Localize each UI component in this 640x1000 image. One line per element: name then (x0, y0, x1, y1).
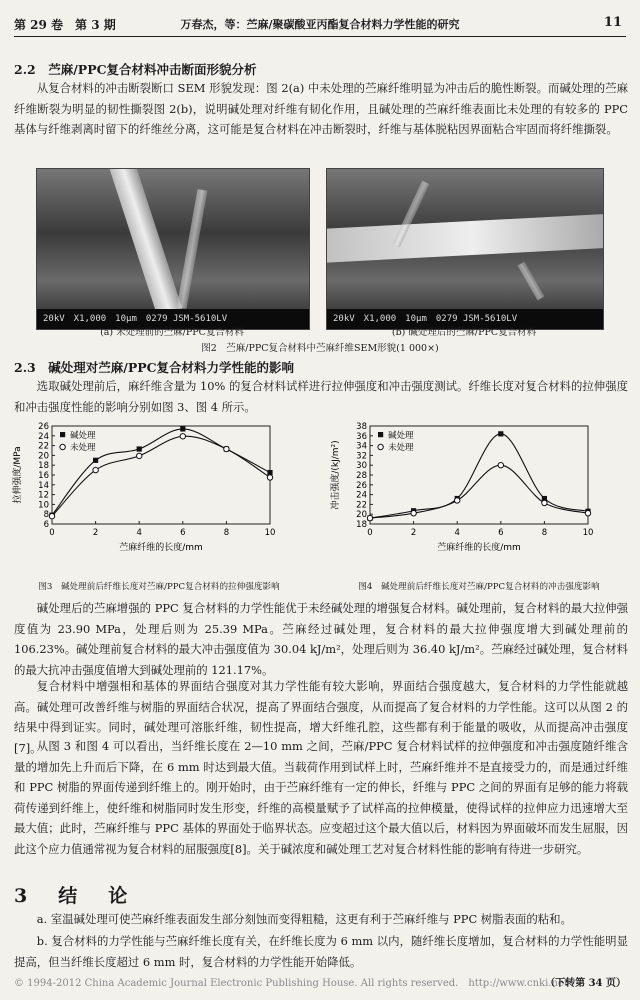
sem-image-untreated (36, 168, 310, 330)
y-tick-label: 18 (356, 520, 367, 530)
x-tick-label: 6 (180, 528, 186, 538)
x-axis-label: 苎麻纤维的长度/mm (119, 543, 203, 553)
x-tick-label: 6 (498, 528, 504, 538)
x-tick-label: 0 (49, 528, 55, 538)
figure-4-caption: 图4 碱处理前后纤维长度对苎麻/PPC复合材料的冲击强度影响 (358, 582, 600, 592)
y-axis-label: 冲击强度/(kJ/m²) (331, 440, 341, 510)
section-2-3-heading: 2.3 碱处理对苎麻/PPC复合材料力学性能的影响 (14, 360, 295, 375)
y-tick-label: 26 (38, 422, 49, 432)
x-tick-label: 10 (264, 528, 276, 538)
body-paragraph-3: 从图 3 和图 4 可以看出，当纤维长度在 2—10 mm 之间，苎麻/PPC 复合材料试样的拉伸强度和冲击强度随纤维含量的增加先上升而后下降，在 6 mm 时达到最大值。当载荷作用到试样上时，苎麻纤维并不是直接受力的，而是通过纤维和 PPC 树脂的界面传递到纤维上的。刚开始时，由于苎麻纤维有一定的伸长，纤维与 PPC 之间的界面有足够的能力将载荷传递到纤维上，使纤维和树脂同时发生形变，纤维的高模量赋予了试样高的拉伸模量，使得试样的拉伸应力迅速增大至最大值；此时，苎麻纤维与 PPC 基体的界面处于临界状态。应变超过这个最大值以后，材料因为界面破坏而发生屈服，因此这个应力值通常视为复合材料的屈服强度[8]。关于碱浓度和碱处理工艺对复合材料性能的影响有待进一步研究。 (14, 739, 628, 856)
y-tick-label: 20 (38, 451, 49, 462)
x-tick-label: 4 (136, 528, 142, 538)
legend-label-0: 碱处理 (388, 431, 414, 441)
footer (14, 974, 626, 990)
sem-scale-bar-a: 20kV X1,000 10μm 0279 JSM-5610LV (37, 309, 309, 329)
y-tick-label: 14 (38, 480, 49, 491)
y-tick-label: 38 (356, 422, 367, 432)
data-point-1 (455, 498, 460, 503)
copyright-notice: © 1994-2012 China Academic Journal Electronic Publishing House. All rights reserved. http://www.cnki.net (14, 978, 568, 989)
x-tick-label: 2 (92, 528, 99, 538)
y-tick-label: 24 (38, 431, 49, 442)
y-axis-label: 拉伸强度/MPa (13, 446, 23, 504)
y-tick-label: 22 (38, 441, 49, 452)
data-point-1 (498, 463, 503, 468)
data-point-0 (180, 426, 185, 431)
legend-marker-1 (60, 444, 65, 449)
y-tick-label: 32 (356, 451, 367, 462)
figure-2b-caption: (b) 碱处理后的苎麻/PPC复合材料 (391, 327, 537, 338)
series-line-1 (370, 465, 588, 518)
figure-3-tensile-chart (8, 416, 308, 578)
conclusion-item-a: a. 室温碱处理可使苎麻纤维表面发生部分刻蚀而变得粗糙，这更有利于苎麻纤维与 PPC 树脂表面的粘和。 (36, 912, 572, 926)
running-header (14, 12, 626, 37)
legend-marker-0 (60, 432, 65, 437)
section-2-2-paragraph: 从复合材料的冲击断裂断口 SEM 形貌发现：图 2(a) 中未处理的苎麻纤维明显为冲击后的脆性断裂。而碱处理的苎麻纤维断裂为明显的韧性撕裂图 2(b)，说明碱处理对纤维有韧化作用，且碱处理的苎麻纤维表面比未处理的有较多的 PPC 基体与纤维剥离时留下的纤维丝分离，这可能是复合材料在冲击断裂时，纤维与基体脱粘因界面粘合牢固而将纤维撕裂。 (14, 81, 628, 136)
legend-marker-0 (378, 432, 383, 437)
section-2-3-paragraph: 选取碱处理前后，麻纤维含量为 10% 的复合材料试样进行拉伸强度和冲击强度测试。纤维长度对复合材料的拉伸强度和冲击强度性能的影响分别如图 3、图 4 所示。 (14, 379, 628, 414)
volume-issue: 第 29 卷 第 3 期 (14, 18, 116, 32)
y-tick-label: 34 (356, 441, 367, 452)
figure-3-caption: 图3 碱处理前后纤维长度对苎麻/PPC复合材料的拉伸强度影响 (38, 582, 280, 592)
y-tick-label: 24 (356, 490, 367, 501)
legend-marker-1 (378, 444, 383, 449)
section-3-heading: 3 结 论 (14, 885, 134, 907)
sem-image-treated (326, 168, 604, 330)
y-tick-label: 28 (356, 471, 367, 481)
data-point-1 (367, 515, 372, 520)
data-point-1 (137, 453, 142, 458)
body-paragraph-1: 碱处理后的苎麻增强的 PPC 复合材料的力学性能优于未经碱处理的增强复合材料。碱处理前，复合材料的最大拉伸强度值为 23.90 MPa，处理后则为 25.39 MPa。苎麻经过碱处理，复合材料的最大拉伸强度增大到碱处理前的 106.23%。碱处理前复合材料的最大冲击强度值为 30.04 kJ/m²，处理后则为 36.40 kJ/m²。苎麻经过碱处理，复合材料的最大抗冲击强度值增大到碱处理前的 121.17%。 (14, 601, 628, 677)
data-point-1 (542, 500, 547, 505)
page-number: 11 (603, 15, 622, 30)
y-tick-label: 8 (43, 510, 49, 521)
y-tick-label: 36 (356, 431, 367, 442)
data-point-0 (137, 446, 142, 451)
data-point-0 (93, 458, 98, 463)
y-tick-label: 20 (356, 510, 367, 521)
data-point-1 (411, 511, 416, 516)
x-tick-label: 8 (541, 528, 548, 538)
x-tick-label: 8 (223, 528, 230, 538)
y-tick-label: 30 (356, 461, 367, 472)
x-tick-label: 4 (454, 528, 460, 538)
conclusion-item-b: b. 复合材料的力学性能与苎麻纤维长度有关，在纤维长度为 6 mm 以内，随纤维长度增加，复合材料的力学性能明显提高，但当纤维长度超过 6 mm 时，复合材料的力学性能开始降低。 (14, 934, 628, 969)
series-line-0 (52, 429, 270, 515)
y-tick-label: 10 (38, 500, 49, 511)
figure-2-caption: 图2 苎麻/PPC复合材料中苎麻纤维SEM形貌(1 000×) (201, 343, 439, 354)
y-tick-label: 22 (356, 500, 367, 511)
data-point-1 (93, 467, 98, 472)
legend-label-0: 碱处理 (70, 431, 96, 441)
x-tick-label: 10 (582, 528, 594, 538)
data-point-1 (585, 511, 590, 516)
section-2-2-heading: 2.2 苎麻/PPC复合材料冲击断面形貌分析 (14, 62, 257, 77)
x-axis-label: 苎麻纤维的长度/mm (437, 543, 521, 553)
figure-2a-caption: (a) 未处理前的苎麻/PPC复合材料 (100, 327, 244, 338)
continued-note: （下转第 34 页） (545, 978, 626, 989)
data-point-1 (180, 434, 185, 439)
y-tick-label: 6 (43, 520, 49, 530)
data-point-1 (49, 513, 54, 518)
x-tick-label: 0 (367, 528, 373, 538)
y-tick-label: 18 (38, 461, 49, 472)
data-point-1 (224, 446, 229, 451)
running-title: 万春杰，等：苎麻/聚碳酸亚丙酯复合材料力学性能的研究 (180, 18, 460, 31)
y-tick-label: 12 (38, 490, 49, 501)
y-tick-label: 26 (356, 480, 367, 491)
data-point-0 (498, 431, 503, 436)
figure-4-impact-chart (326, 416, 626, 578)
x-tick-label: 2 (410, 528, 417, 538)
data-point-1 (267, 475, 272, 480)
legend-label-1: 未处理 (70, 443, 96, 453)
legend-label-1: 未处理 (388, 443, 414, 453)
y-tick-label: 16 (38, 471, 49, 481)
sem-scale-bar-b: 20kV X1,000 10μm 0279 JSM-5610LV (327, 309, 603, 329)
body-paragraph-2: 复合材料中增强相和基体的界面结合强度对其力学性能有较大影响，界面结合强度越大，复合材料的力学性能就越高。碱处理可改善纤维与树脂的界面结合状况，提高了界面结合强度，从而提高了复合材料的力学性能。这可以从图 2 的结果中得到证实。同时，碱处理可溶胀纤维，韧性提高，增大纤维孔腔，这些都有利于能量的吸收，从而提高冲击强度[7]。 (14, 679, 628, 755)
